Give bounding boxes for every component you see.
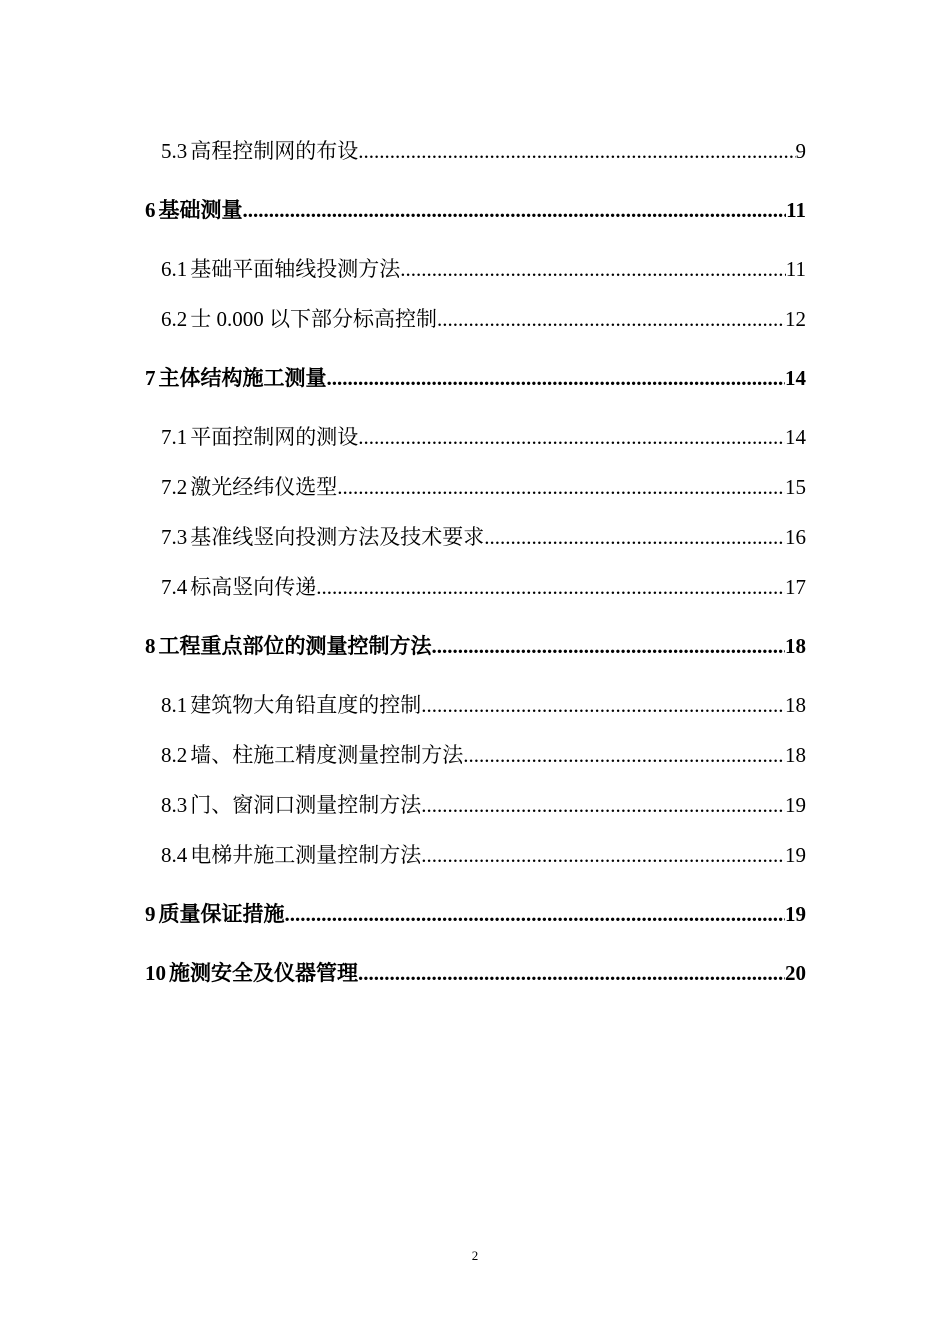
toc-entry-6[interactable] bbox=[145, 195, 806, 225]
toc-entry-5-3[interactable] bbox=[161, 136, 806, 166]
toc-entry-7-3[interactable] bbox=[161, 522, 806, 552]
toc-leader-dots bbox=[358, 422, 785, 452]
toc-entry-number: 6 bbox=[145, 198, 156, 222]
toc-entry-page: 18 bbox=[785, 693, 806, 717]
toc-entry-7-4[interactable] bbox=[161, 572, 806, 602]
toc-entry-10[interactable] bbox=[145, 958, 806, 988]
toc-leader-dots bbox=[437, 304, 785, 334]
toc-entry-page: 15 bbox=[785, 475, 806, 499]
toc-entry-8-2[interactable] bbox=[161, 740, 806, 770]
toc-leader-dots bbox=[358, 958, 785, 988]
toc-leader-dots bbox=[421, 790, 785, 820]
toc-leader-dots bbox=[484, 522, 785, 552]
toc-entry-page: 17 bbox=[785, 575, 806, 599]
toc-entry-6-1[interactable] bbox=[161, 254, 806, 284]
toc-entry-title: 门、窗洞口测量控制方法 bbox=[190, 793, 422, 817]
toc-entry-title: 士 0.000 以下部分标高控制 bbox=[190, 307, 437, 331]
toc-entry-title: 标高竖向传递 bbox=[190, 575, 317, 599]
toc-entry-title: 施测安全及仪器管理 bbox=[169, 961, 358, 985]
toc-entry-number: 8.2 bbox=[161, 743, 188, 767]
toc-entry-9[interactable] bbox=[145, 899, 806, 929]
toc-leader-dots bbox=[316, 572, 785, 602]
toc-entry-8-1[interactable] bbox=[161, 690, 806, 720]
toc-entry-title: 建筑物大角铅直度的控制 bbox=[190, 693, 422, 717]
toc-entry-7-1[interactable] bbox=[161, 422, 806, 452]
toc-leader-dots bbox=[337, 472, 785, 502]
toc-entry-number: 7.2 bbox=[161, 475, 188, 499]
toc-entry-7[interactable] bbox=[145, 363, 806, 393]
toc-entry-number: 8.4 bbox=[161, 843, 188, 867]
toc-entry-page: 11 bbox=[785, 257, 806, 281]
toc-entry-title: 主体结构施工测量 bbox=[158, 366, 327, 390]
toc-entry-number: 6.2 bbox=[161, 307, 188, 331]
toc-leader-dots bbox=[432, 631, 786, 661]
toc-entry-number: 10 bbox=[145, 961, 166, 985]
toc-entry-page: 18 bbox=[785, 743, 806, 767]
footer-page-number: 2 bbox=[471, 1248, 479, 1263]
toc-entry-title: 平面控制网的测设 bbox=[190, 425, 359, 449]
toc-entry-page: 14 bbox=[785, 425, 806, 449]
toc-entry-number: 9 bbox=[145, 902, 156, 926]
toc-leader-dots bbox=[463, 740, 785, 770]
toc-entry-8-4[interactable] bbox=[161, 840, 806, 870]
toc-entry-title: 基础测量 bbox=[158, 198, 243, 222]
toc-entry-page: 12 bbox=[785, 307, 806, 331]
toc-entry-number: 7.4 bbox=[161, 575, 188, 599]
toc-entry-title: 电梯井施工测量控制方法 bbox=[190, 843, 422, 867]
toc-entry-page: 9 bbox=[795, 139, 806, 163]
toc-leader-dots bbox=[358, 136, 795, 166]
toc-entry-number: 8 bbox=[145, 634, 156, 658]
toc-entry-title: 基础平面轴线投测方法 bbox=[190, 257, 401, 281]
toc-entry-title: 高程控制网的布设 bbox=[190, 139, 359, 163]
toc-entry-title: 墙、柱施工精度测量控制方法 bbox=[190, 743, 464, 767]
toc-entry-page: 14 bbox=[785, 366, 806, 390]
toc-entry-page: 11 bbox=[786, 198, 806, 222]
toc-entry-page: 20 bbox=[785, 961, 806, 985]
toc-leader-dots bbox=[327, 363, 786, 393]
toc-entry-page: 16 bbox=[785, 525, 806, 549]
toc-entry-6-2[interactable] bbox=[161, 304, 806, 334]
toc-leader-dots bbox=[421, 840, 785, 870]
toc-entry-title: 工程重点部位的测量控制方法 bbox=[158, 634, 432, 658]
toc-entry-title: 激光经纬仪选型 bbox=[190, 475, 338, 499]
toc-leader-dots bbox=[285, 899, 786, 929]
toc-leader-dots bbox=[400, 254, 786, 284]
toc-entry-number: 7.1 bbox=[161, 425, 188, 449]
toc-entry-title: 基准线竖向投测方法及技术要求 bbox=[190, 525, 485, 549]
toc-entry-page: 19 bbox=[785, 902, 806, 926]
toc-entry-number: 6.1 bbox=[161, 257, 188, 281]
toc-entry-title: 质量保证措施 bbox=[158, 902, 285, 926]
toc-entry-number: 8.1 bbox=[161, 693, 188, 717]
toc-leader-dots bbox=[243, 195, 787, 225]
toc-entry-8[interactable] bbox=[145, 631, 806, 661]
toc-entry-number: 5.3 bbox=[161, 139, 188, 163]
toc-entry-number: 8.3 bbox=[161, 793, 188, 817]
toc-entry-page: 19 bbox=[785, 793, 806, 817]
toc-entry-number: 7 bbox=[145, 366, 156, 390]
toc-entry-8-3[interactable] bbox=[161, 790, 806, 820]
toc-leader-dots bbox=[421, 690, 785, 720]
toc-entry-7-2[interactable] bbox=[161, 472, 806, 502]
toc-entry-page: 19 bbox=[785, 843, 806, 867]
toc-entry-page: 18 bbox=[785, 634, 806, 658]
toc-entry-number: 7.3 bbox=[161, 525, 188, 549]
